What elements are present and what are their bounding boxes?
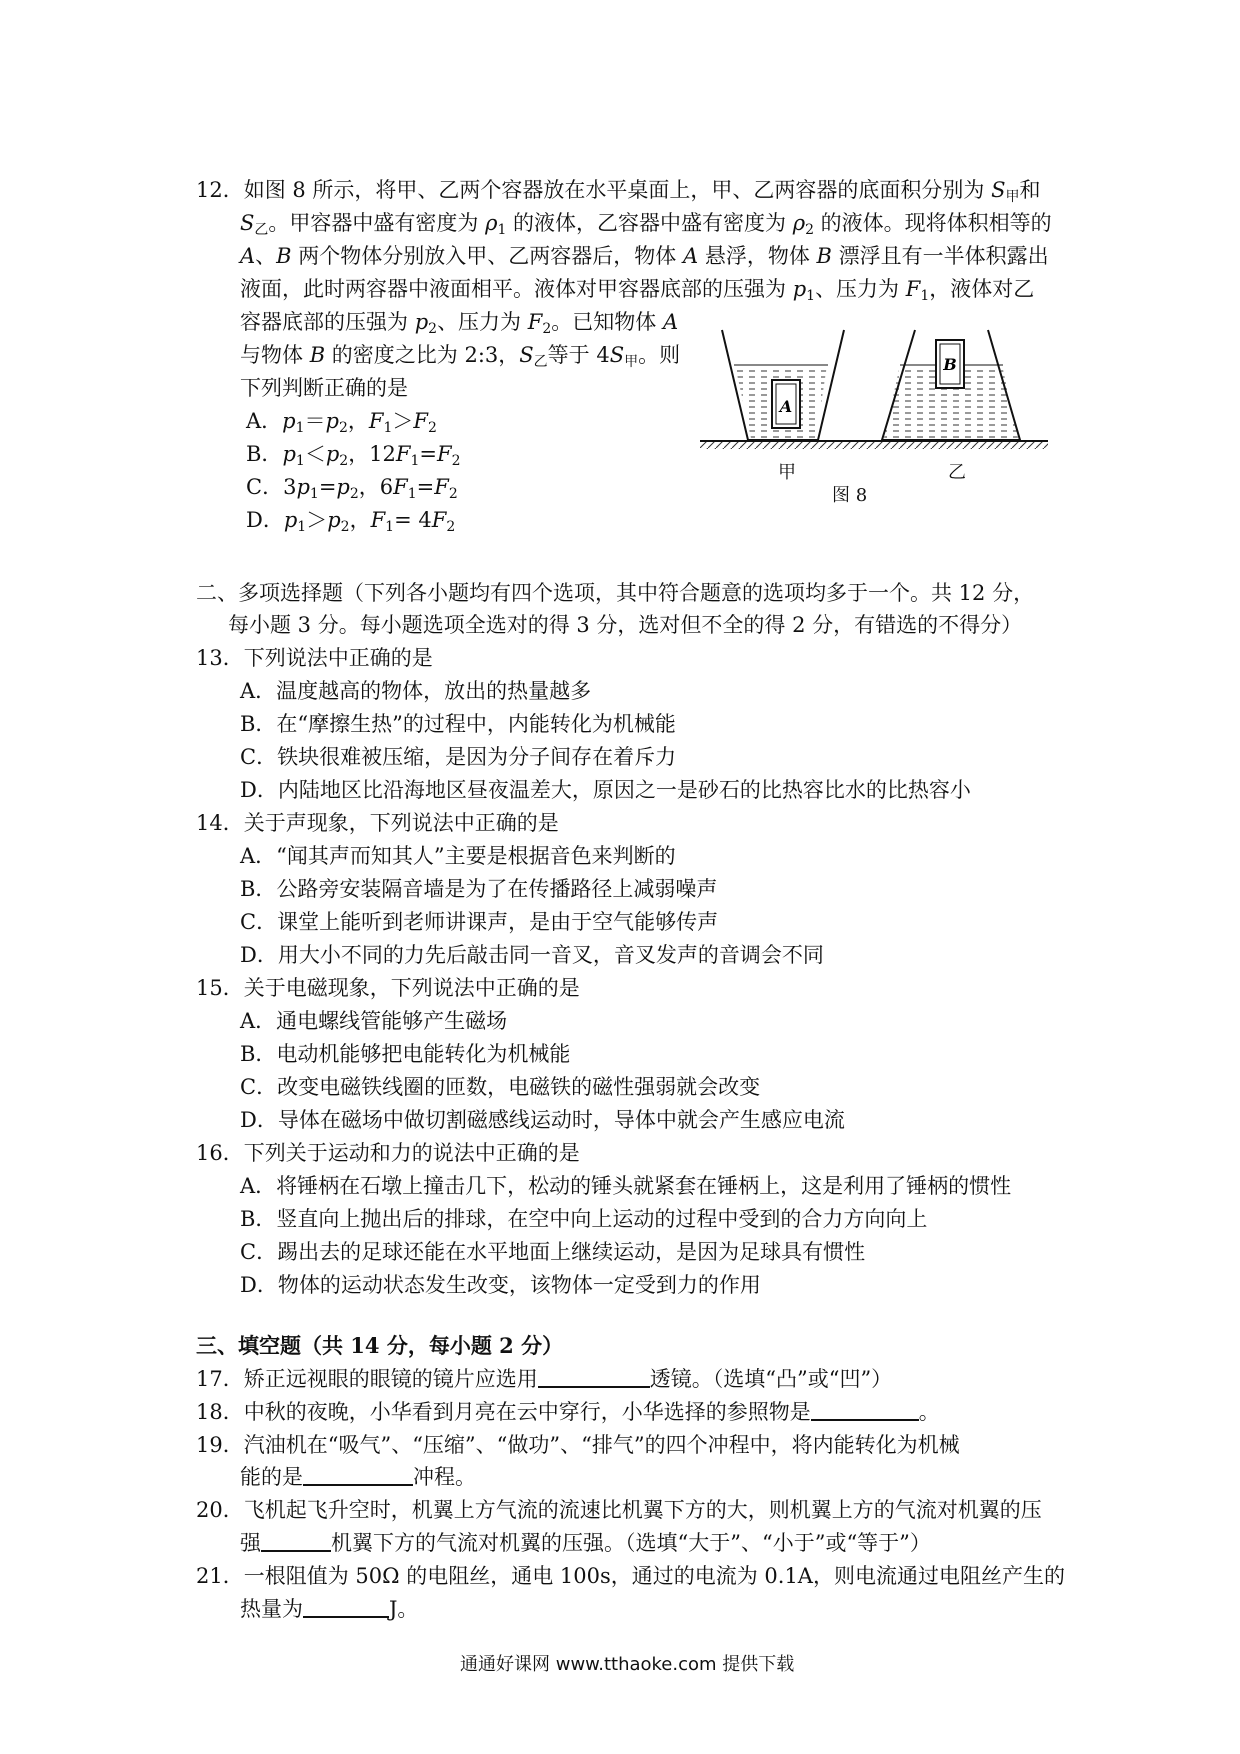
q12-line-2: $S_乙$。甲容器中盛有密度为 $\rho_1$ 的液体，乙容器中盛有密度为 $\rho_2$ 的液体。现将体积相等的 bbox=[240, 211, 1052, 238]
q13-option-c: C．铁块很难被压缩，是因为分子间存在着斥力 bbox=[240, 745, 677, 769]
q14-stem: 14．关于声现象，下列说法中正确的是 bbox=[196, 811, 559, 835]
q12-line-1: 12．如图 8 所示，将甲、乙两个容器放在水平桌面上，甲、乙两容器的底面积分别为 $S_甲$和 bbox=[196, 178, 1041, 205]
q19-line2 bbox=[240, 1462, 476, 1492]
q21-line1: 21．一根阻值为 50Ω 的电阻丝，通电 100s，通过的电流为 0.1A，则电流通过电阻丝产生的 bbox=[196, 1564, 1065, 1588]
q19-post: 冲程。 bbox=[413, 1465, 476, 1489]
figure-caption: 图 8 bbox=[832, 485, 868, 506]
q12-line-4: 液面，此时两容器中液面相平。液体对甲容器底部的压强为 $p_1$、压力为 $F_1$，液体对乙 bbox=[240, 277, 1035, 304]
figure-label-left: 甲 bbox=[778, 462, 796, 483]
q13-option-a: A．温度越高的物体，放出的热量越多 bbox=[240, 679, 592, 703]
q12-line-3: A、B 两个物体分别放入甲、乙两容器后，物体 A 悬浮，物体 B 漂浮且有一半体积露出 bbox=[240, 244, 1049, 268]
q18-answer-blank[interactable] bbox=[811, 1399, 919, 1421]
page-footer: 通通好课网 www.tthaoke.com 提供下载 bbox=[460, 1654, 795, 1675]
block-a-label: A bbox=[779, 397, 793, 416]
q15-stem: 15．关于电磁现象，下列说法中正确的是 bbox=[196, 976, 580, 1000]
q16-option-b: B．竖直向上抛出后的排球，在空中向上运动的过程中受到的合力方向向上 bbox=[240, 1207, 928, 1231]
q18 bbox=[196, 1397, 940, 1427]
q20-pre: 强 bbox=[240, 1531, 261, 1555]
q14-option-d: D．用大小不同的力先后敲击同一音叉，音叉发声的音调会不同 bbox=[240, 943, 824, 967]
q19-pre: 能的是 bbox=[240, 1465, 303, 1489]
q20-line1: 20．飞机起飞升空时，机翼上方气流的流速比机翼下方的大，则机翼上方的气流对机翼的压 bbox=[196, 1498, 1042, 1522]
q18-pre: 18．中秋的夜晚，小华看到月亮在云中穿行，小华选择的参照物是 bbox=[196, 1400, 811, 1424]
section2-title-line1: 二、多项选择题（下列各小题均有四个选项，其中符合题意的选项均多于一个。共 12 分， bbox=[196, 581, 1035, 605]
q12-option-c: C．$3p_1=p_2$，$6F_1=F_2$ bbox=[246, 475, 458, 502]
q16-option-a: A．将锤柄在石墩上撞击几下，松动的锤头就紧套在锤柄上，这是利用了锤柄的惯性 bbox=[240, 1174, 1012, 1198]
q17 bbox=[196, 1364, 892, 1394]
q20-answer-blank[interactable] bbox=[261, 1530, 331, 1552]
q17-post: 透镜。（选填“凸”或“凹”） bbox=[649, 1367, 893, 1391]
q12-line-6: 与物体 B 的密度之比为 2:3，$S_乙$等于 $4S_甲$。则 bbox=[240, 343, 681, 370]
q15-option-c: C．改变电磁铁线圈的匝数，电磁铁的磁性强弱就会改变 bbox=[240, 1075, 761, 1099]
q13-option-b: B．在“摩擦生热”的过程中，内能转化为机械能 bbox=[240, 712, 676, 736]
q13-stem: 13．下列说法中正确的是 bbox=[196, 646, 433, 670]
q12-line-7: 下列判断正确的是 bbox=[240, 376, 408, 400]
q17-answer-blank[interactable] bbox=[538, 1366, 650, 1388]
q21-pre: 热量为 bbox=[240, 1597, 303, 1621]
q12-line-5: 容器底部的压强为 $p_2$、压力为 $F_2$。已知物体 A bbox=[240, 310, 679, 337]
block-b-label: B bbox=[943, 355, 957, 374]
q13-option-d: D．内陆地区比沿海地区昼夜温差大，原因之一是砂石的比热容比水的比热容小 bbox=[240, 778, 971, 802]
q14-option-c: C．课堂上能听到老师讲课声，是由于空气能够传声 bbox=[240, 910, 719, 934]
q18-post: 。 bbox=[918, 1400, 940, 1424]
q12-option-a: A．$p_1=p_2$，$F_1>F_2$ bbox=[246, 409, 437, 436]
section3-title: 三、填空题（共 14 分，每小题 2 分） bbox=[196, 1333, 564, 1358]
q14-option-b: B．公路旁安装隔音墙是为了在传播路径上减弱噪声 bbox=[240, 877, 718, 901]
q19-line1: 19．汽油机在“吸气”、“压缩”、“做功”、“排气”的四个冲程中，将内能转化为机械 bbox=[196, 1433, 960, 1457]
q15-option-d: D．导体在磁场中做切割磁感线运动时，导体中就会产生感应电流 bbox=[240, 1108, 845, 1132]
figure-8 bbox=[700, 320, 1050, 470]
q19-answer-blank[interactable] bbox=[303, 1464, 413, 1486]
q15-option-b: B．电动机能够把电能转化为机械能 bbox=[240, 1042, 571, 1066]
q12-option-b: B．$p_1<p_2$，$12F_1=F_2$ bbox=[246, 442, 461, 469]
q15-option-a: A．通电螺线管能够产生磁场 bbox=[240, 1009, 508, 1033]
figure-label-right: 乙 bbox=[948, 462, 966, 483]
section2-title-line2: 每小题 3 分。每小题选项全选对的得 3 分，选对但不全的得 2 分，有错选的不得分） bbox=[228, 613, 1023, 637]
q21-line2 bbox=[240, 1594, 418, 1624]
q21-answer-blank[interactable] bbox=[303, 1596, 389, 1618]
q16-option-d: D．物体的运动状态发生改变，该物体一定受到力的作用 bbox=[240, 1273, 761, 1297]
q20-post: 机翼下方的气流对机翼的压强。（选填“大于”、“小于”或“等于”） bbox=[331, 1531, 931, 1555]
q12-option-d: D．$p_1>p_2$，$F_1= 4F_2$ bbox=[246, 508, 456, 535]
q21-post: J。 bbox=[389, 1597, 419, 1621]
q20-line2 bbox=[240, 1528, 931, 1558]
q16-stem: 16．下列关于运动和力的说法中正确的是 bbox=[196, 1141, 580, 1165]
q16-option-c: C．踢出去的足球还能在水平地面上继续运动，是因为足球具有惯性 bbox=[240, 1240, 866, 1264]
q14-option-a: A．“闻其声而知其人”主要是根据音色来判断的 bbox=[240, 844, 676, 868]
q17-pre: 17．矫正远视眼的眼镜的镜片应选用 bbox=[196, 1367, 538, 1391]
